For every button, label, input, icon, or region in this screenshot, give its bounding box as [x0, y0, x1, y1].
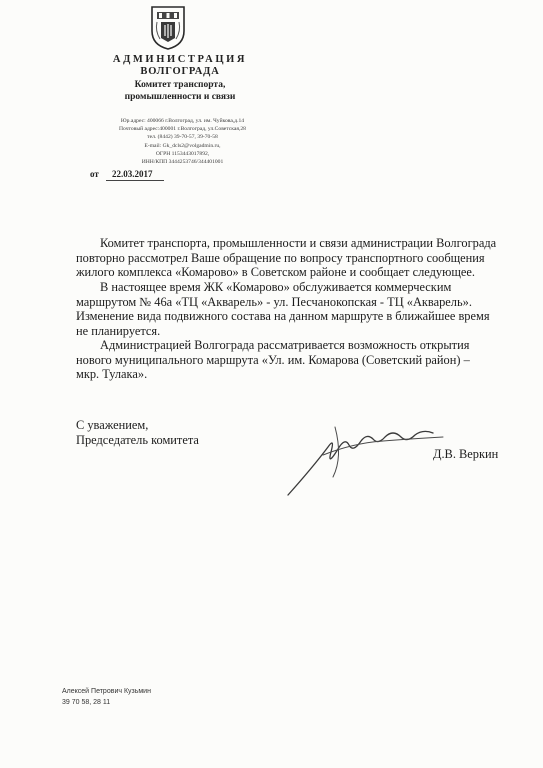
- paragraph-2-line: В настоящее время ЖК «Комарово» обслуживается коммерческим: [100, 280, 452, 294]
- contact-block: [95, 117, 270, 166]
- handwritten-signature: [283, 407, 453, 502]
- postal-address: Почтовый адрес:400001 г.Волгоград, ул.Советская,28: [119, 126, 246, 133]
- paragraph-2-line: Изменение вида подвижного состава на данном маршруте в ближайшее время: [76, 309, 490, 324]
- paragraph-1-line: повторно рассмотрел Ваше обращение по вопросу транспортного сообщения: [76, 250, 485, 265]
- paragraph-2-line: маршрутом № 46а «ТЦ «Акварель» - ул. Песчанокопская - ТЦ «Акварель».: [76, 294, 472, 309]
- phone-numbers: тел. (8442) 39-70-57, 39-70-58: [147, 134, 218, 141]
- signer-name: Д.В. Веркин: [433, 447, 499, 461]
- paragraph-3-line: Администрацией Волгограда рассматривается возможность открытия: [100, 338, 470, 352]
- closing-block: [76, 418, 199, 448]
- paragraph-2: [76, 280, 508, 338]
- org-name-line1: АДМИНИСТРАЦИЯ: [112, 54, 248, 65]
- paragraph-3-line: мкр. Тулака».: [76, 367, 148, 382]
- ogrn: ОГРН 1153443017892,: [155, 150, 210, 157]
- committee-name-line2: промышленности и связи: [124, 92, 236, 102]
- executor-phone: 39 70 58, 28 11: [62, 699, 111, 706]
- paragraph-3: [76, 338, 508, 382]
- paragraph-3-line: нового муниципального маршрута «Ул. им. Комарова (Советский район) –: [76, 352, 470, 367]
- signer-position: Председатель комитета: [76, 433, 199, 447]
- paragraph-1: [76, 236, 508, 280]
- inn-kpp: ИНН/КПП 3444253746/344401001: [141, 159, 224, 166]
- executor-name: Алексей Петрович Кузьмин: [62, 688, 151, 695]
- email: E-mail: Gk_dcls2@volgadmin.ru,: [144, 142, 221, 149]
- executor-block: [62, 686, 151, 708]
- legal-address: Юр.адрес: 400066 г.Волгоград, ул. им. Чуйкова,д.14: [120, 118, 245, 124]
- committee-name-line1: Комитет транспорта,: [134, 80, 226, 90]
- date-underline: [106, 180, 164, 181]
- date-label: от: [90, 169, 99, 179]
- closing-greeting: С уважением,: [76, 418, 149, 432]
- org-name-line2: ВОЛГОГРАДА: [140, 66, 220, 77]
- letter-date: 22.03.2017: [112, 169, 153, 179]
- paragraph-2-line: не планируется.: [76, 323, 161, 338]
- paragraph-1-line: жилого комплекса «Комарово» в Советском районе и сообщает следующее.: [76, 265, 475, 280]
- volgograd-coat-of-arms-icon: [149, 5, 187, 51]
- paragraph-1-line: Комитет транспорта, промышленности и связи администрации Волгограда: [100, 236, 497, 250]
